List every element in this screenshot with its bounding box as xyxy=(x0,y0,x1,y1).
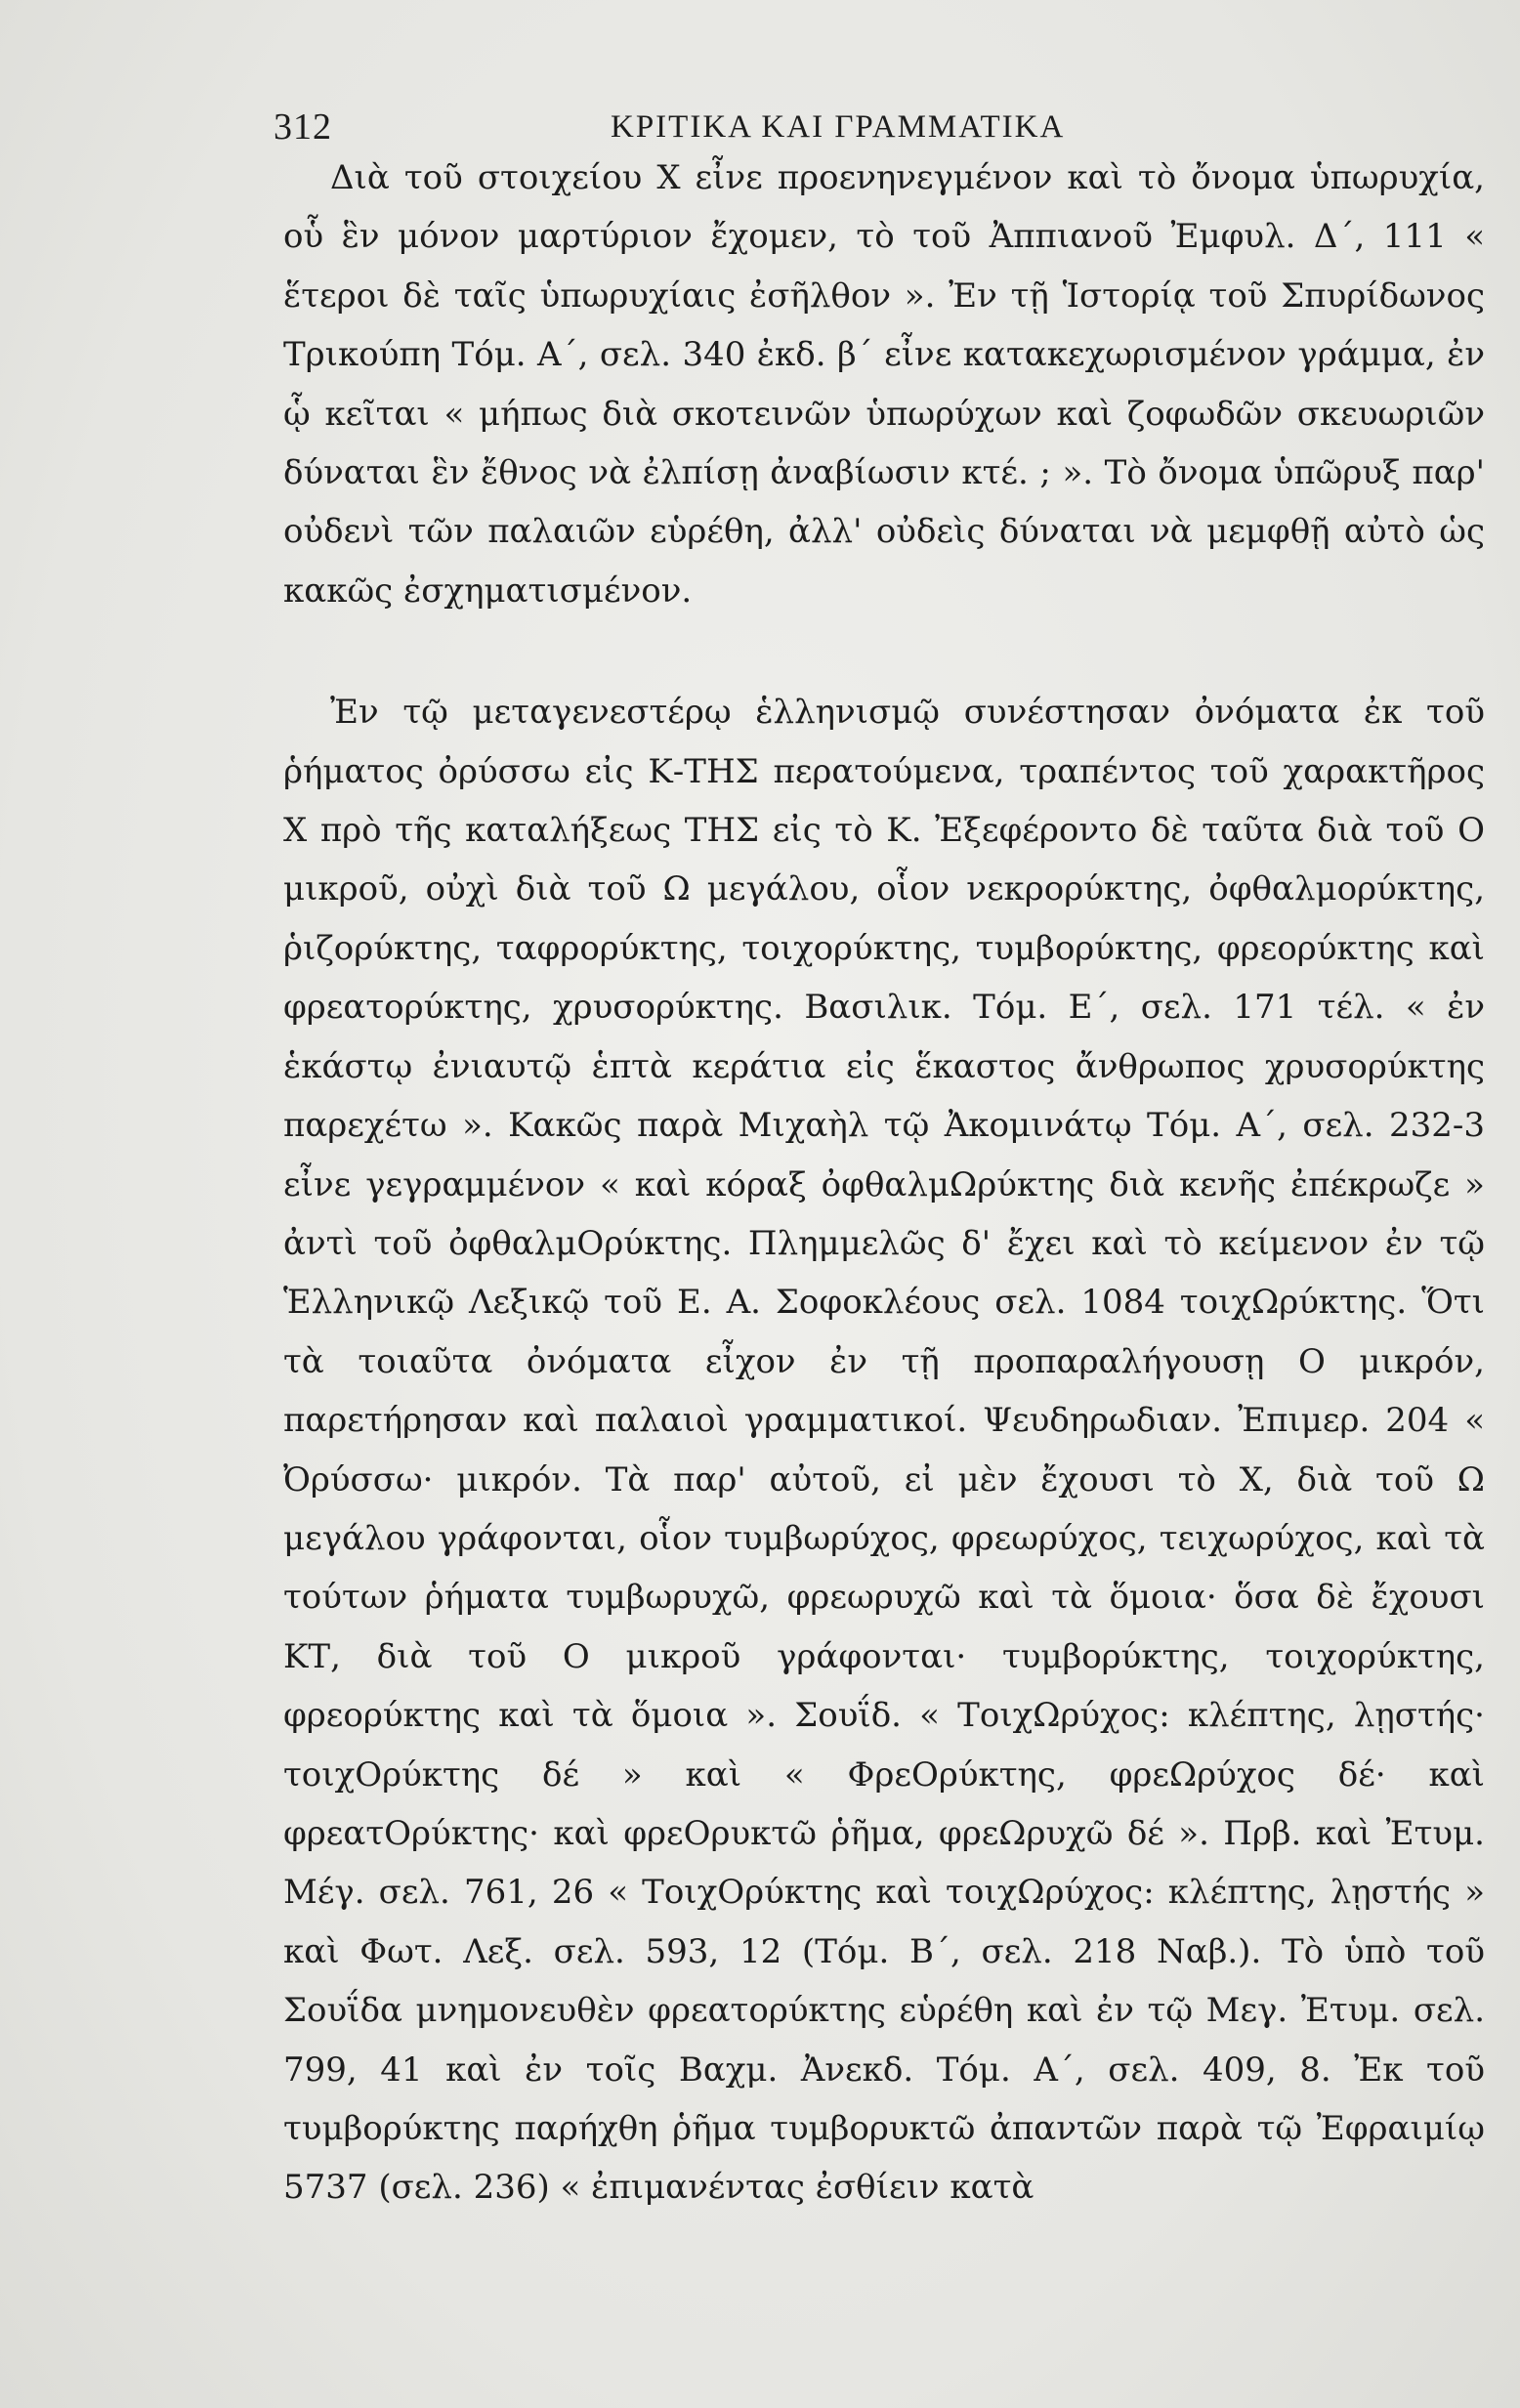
body-text xyxy=(283,148,1485,2218)
running-title: ΚΡΙΤΙΚΑ ΚΑΙ ΓΡΑΜΜΑΤΙΚΑ xyxy=(611,109,1066,145)
page-number: 312 xyxy=(274,106,332,148)
paragraph-gap xyxy=(283,620,1485,683)
paragraph-1: Διὰ τοῦ στοιχείου Χ εἶνε προενηνεγμένον καὶ τὸ ὄνομα ὑπωρυχία, οὗ ἓν μόνον μαρτύριον ἔχομεν, τὸ τοῦ Ἀππιανοῦ Ἐμφυλ. Δ΄, 111 « ἕτεροι δὲ ταῖς ὑπωρυχίαις ἐσῆλθον ». Ἐν τῇ Ἱστορίᾳ τοῦ Σπυρίδωνος Τρικούπη Τόμ. Α΄, σελ. 340 ἐκδ. β΄ εἶνε κατακεχωρισμένον γράμμα, ἐν ᾧ κεῖται « μήπως διὰ σκοτεινῶν ὑπωρύχων καὶ ζοφωδῶν σκευωριῶν δύναται ἓν ἔθνος νὰ ἐλπίσῃ ἀναβίωσιν κτέ. ; ». Τὸ ὄνομα ὑπῶρυξ παρ' οὐδενὶ τῶν παλαιῶν εὑρέθη, ἀλλ' οὐδεὶς δύναται νὰ μεμφθῇ αὐτὸ ὡς κακῶς ἐσχηματισμένον. xyxy=(283,158,1485,611)
paragraph-2: Ἐν τῷ μεταγενεστέρῳ ἑλληνισμῷ συνέστησαν ὀνόματα ἐκ τοῦ ῥήματος ὀρύσσω εἰς Κ-ΤΗΣ περατούμενα, τραπέντος τοῦ χαρακτῆρος Χ πρὸ τῆς καταλήξεως ΤΗΣ εἰς τὸ Κ. Ἐξεφέροντο δὲ ταῦτα διὰ τοῦ Ο μικροῦ, οὐχὶ διὰ τοῦ Ω μεγάλου, οἷον νεκρορύκτης, ὀφθαλμορύκτης, ῥιζορύκτης, ταφρορύκτης, τοιχορύκτης, τυμβορύκτης, φρεορύκτης καὶ φρεατορύκτης, χρυσορύκτης. Βασιλικ. Τόμ. Ε΄, σελ. 171 τέλ. « ἐν ἑκάστῳ ἐνιαυτῷ ἑπτὰ κεράτια εἰς ἕκαστος ἄνθρωπος χρυσορύκτης παρεχέτω ». Κακῶς παρὰ Μιχαὴλ τῷ Ἀκομινάτῳ Τόμ. Α΄, σελ. 232-3 εἶνε γεγραμμένον « καὶ κόραξ ὀφθαλμΩρύκτης διὰ κενῆς ἐπέκρωζε » ἀντὶ τοῦ ὀφθαλμΟρύκτης. Πλημμελῶς δ' ἔχει καὶ τὸ κείμενον ἐν τῷ Ἑλληνικῷ Λεξικῷ τοῦ Ε. Α. Σοφοκλέους σελ. 1084 τοιχΩρύκτης. Ὅτι τὰ τοιαῦτα ὀνόματα εἶχον ἐν τῇ προπαραλήγουσῃ Ο μικρόν, παρετήρησαν καὶ παλαιοὶ γραμματικοί. Ψευδηρωδιαν. Ἐπιμερ. 204 « Ὀρύσσω· μικρόν. Τὰ παρ' αὐτοῦ, εἰ μὲν ἔχουσι τὸ Χ, διὰ τοῦ Ω μεγάλου γράφονται, οἷον τυμβωρύχος, φρεωρύχος, τειχωρύχος, καὶ τὰ τούτων ῥήματα τυμβωρυχῶ, φρεωρυχῶ καὶ τὰ ὅμοια· ὅσα δὲ ἔχουσι ΚΤ, διὰ τοῦ Ο μικροῦ γράφονται· τυμβορύκτης, τοιχορύκτης, φρεορύκτης καὶ τὰ ὅμοια ». Σουΐδ. « ΤοιχΩρύχος: κλέπτης, λῃστής· τοιχΟρύκτης δέ » καὶ « ΦρεΟρύκτης, φρεΩρύχος δέ· καὶ φρεατΟρύκτης· καὶ φρεΟρυκτῶ ῥῆμα, φρεΩρυχῶ δέ ». Πρβ. καὶ Ἐτυμ. Μέγ. σελ. 761, 26 « ΤοιχΟρύκτης καὶ τοιχΩρύχος: κλέπτης, λῃστής » καὶ Φωτ. Λεξ. σελ. 593, 12 (Τόμ. Β΄, σελ. 218 Ναβ.). Τὸ ὑπὸ τοῦ Σουΐδα μνημονευθὲν φρεατορύκτης εὑρέθη καὶ ἐν τῷ Μεγ. Ἐτυμ. σελ. 799, 41 καὶ ἐν τοῖς Βαχμ. Ἀνεκδ. Τόμ. Α΄, σελ. 409, 8. Ἐκ τοῦ τυμβορύκτης παρήχθη ῥῆμα τυμβορυκτῶ ἀπαντῶν παρὰ τῷ Ἐφραιμίῳ 5737 (σελ. 236) « ἐπιμανέντας ἐσθίειν κατὰ xyxy=(283,693,1485,2208)
